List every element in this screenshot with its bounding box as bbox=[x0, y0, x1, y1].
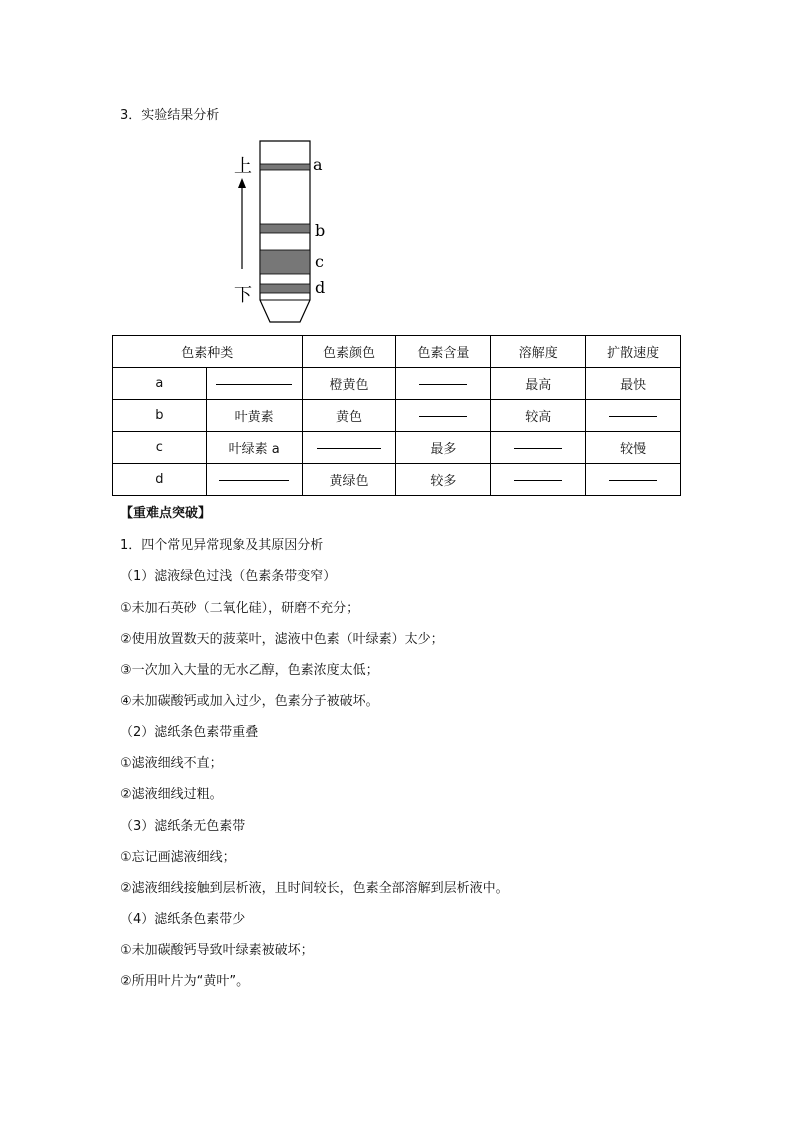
pigment-band-d bbox=[260, 284, 310, 293]
answer-blank bbox=[609, 415, 657, 417]
pigment-name-cell: 叶绿素 a bbox=[206, 432, 302, 464]
band-id-cell: b bbox=[113, 400, 207, 432]
pigment-content-cell: 最多 bbox=[396, 432, 491, 464]
pigment-color-cell bbox=[302, 432, 396, 464]
header-cell: 扩散速度 bbox=[586, 336, 681, 368]
list-item: ②所用叶片为“黄叶”。 bbox=[120, 974, 250, 989]
list-item: ①滤液细线不直； bbox=[120, 756, 223, 771]
pigment-content-cell bbox=[396, 368, 491, 400]
list-item: ②滤液细线接触到层析液，且时间较长，色素全部溶解到层析液中。 bbox=[120, 881, 509, 896]
pigment-color-cell: 橙黄色 bbox=[302, 368, 396, 400]
diffusion-speed-cell: 最快 bbox=[586, 368, 681, 400]
band-id-cell: a bbox=[113, 368, 207, 400]
pigment-color-cell: 黄绿色 bbox=[302, 464, 396, 496]
table-row bbox=[113, 368, 681, 400]
pigment-name-cell bbox=[206, 464, 302, 496]
bottom-label: 下 bbox=[234, 285, 252, 306]
section-heading: 3．实验结果分析 bbox=[120, 108, 220, 123]
solubility-cell: 较高 bbox=[491, 400, 586, 432]
diffusion-speed-cell bbox=[586, 400, 681, 432]
diffusion-speed-cell: 较慢 bbox=[586, 432, 681, 464]
header-cell: 色素含量 bbox=[396, 336, 491, 368]
pigment-content-cell: 较多 bbox=[396, 464, 491, 496]
table-row bbox=[113, 432, 681, 464]
answer-blank bbox=[514, 479, 562, 481]
table-header-row bbox=[113, 336, 681, 368]
pigment-table bbox=[112, 335, 681, 496]
table-row bbox=[113, 464, 681, 496]
breakthrough-heading: 1．四个常见异常现象及其原因分析 bbox=[120, 538, 324, 553]
answer-blank bbox=[609, 479, 657, 481]
chromatography-strip-diagram bbox=[230, 138, 340, 328]
header-cell: 溶解度 bbox=[491, 336, 586, 368]
breakthrough-title: 【重难点突破】 bbox=[120, 506, 212, 521]
pigment-name-cell: 叶黄素 bbox=[206, 400, 302, 432]
list-item: ①未加石英砂（二氧化硅），研磨不充分； bbox=[120, 601, 360, 616]
pigment-color-cell: 黄色 bbox=[302, 400, 396, 432]
band-label-a: a bbox=[313, 155, 323, 174]
answer-blank bbox=[419, 415, 467, 417]
list-item: （2）滤纸条色素带重叠 bbox=[120, 725, 259, 740]
answer-blank bbox=[317, 447, 381, 449]
band-label-d: d bbox=[315, 278, 326, 297]
solubility-cell bbox=[491, 464, 586, 496]
band-label-c: c bbox=[315, 252, 324, 271]
list-item: （4）滤纸条色素带少 bbox=[120, 912, 246, 927]
pigment-name-cell bbox=[206, 368, 302, 400]
band-id-cell: c bbox=[113, 432, 207, 464]
list-item: ①未加碳酸钙导致叶绿素被破坏； bbox=[120, 943, 314, 958]
pigment-content-cell bbox=[396, 400, 491, 432]
pigment-band-b bbox=[260, 224, 310, 233]
answer-blank bbox=[219, 479, 289, 481]
answer-blank bbox=[216, 383, 292, 385]
top-label: 上 bbox=[234, 156, 252, 177]
table-row bbox=[113, 400, 681, 432]
answer-blank bbox=[514, 447, 562, 449]
diffusion-speed-cell bbox=[586, 464, 681, 496]
band-id-cell: d bbox=[113, 464, 207, 496]
solubility-cell: 最高 bbox=[491, 368, 586, 400]
list-item: （1）滤液绿色过浅（色素条带变窄） bbox=[120, 569, 337, 584]
direction-arrow-head bbox=[238, 178, 246, 188]
list-item: （3）滤纸条无色素带 bbox=[120, 819, 246, 834]
pigment-band-c bbox=[260, 250, 310, 274]
band-label-b: b bbox=[315, 221, 326, 240]
list-item: ②使用放置数天的菠菜叶，滤液中色素（叶绿素）太少； bbox=[120, 632, 444, 647]
list-item: ③一次加入大量的无水乙醇，色素浓度太低； bbox=[120, 663, 379, 678]
header-cell: 色素种类 bbox=[113, 336, 303, 368]
solubility-cell bbox=[491, 432, 586, 464]
header-cell: 色素颜色 bbox=[302, 336, 396, 368]
pigment-band-a bbox=[260, 164, 310, 170]
list-item: ②滤液细线过粗。 bbox=[120, 787, 223, 802]
list-item: ①忘记画滤液细线； bbox=[120, 850, 236, 865]
list-item: ④未加碳酸钙或加入过少，色素分子被破坏。 bbox=[120, 694, 379, 709]
answer-blank bbox=[419, 383, 467, 385]
